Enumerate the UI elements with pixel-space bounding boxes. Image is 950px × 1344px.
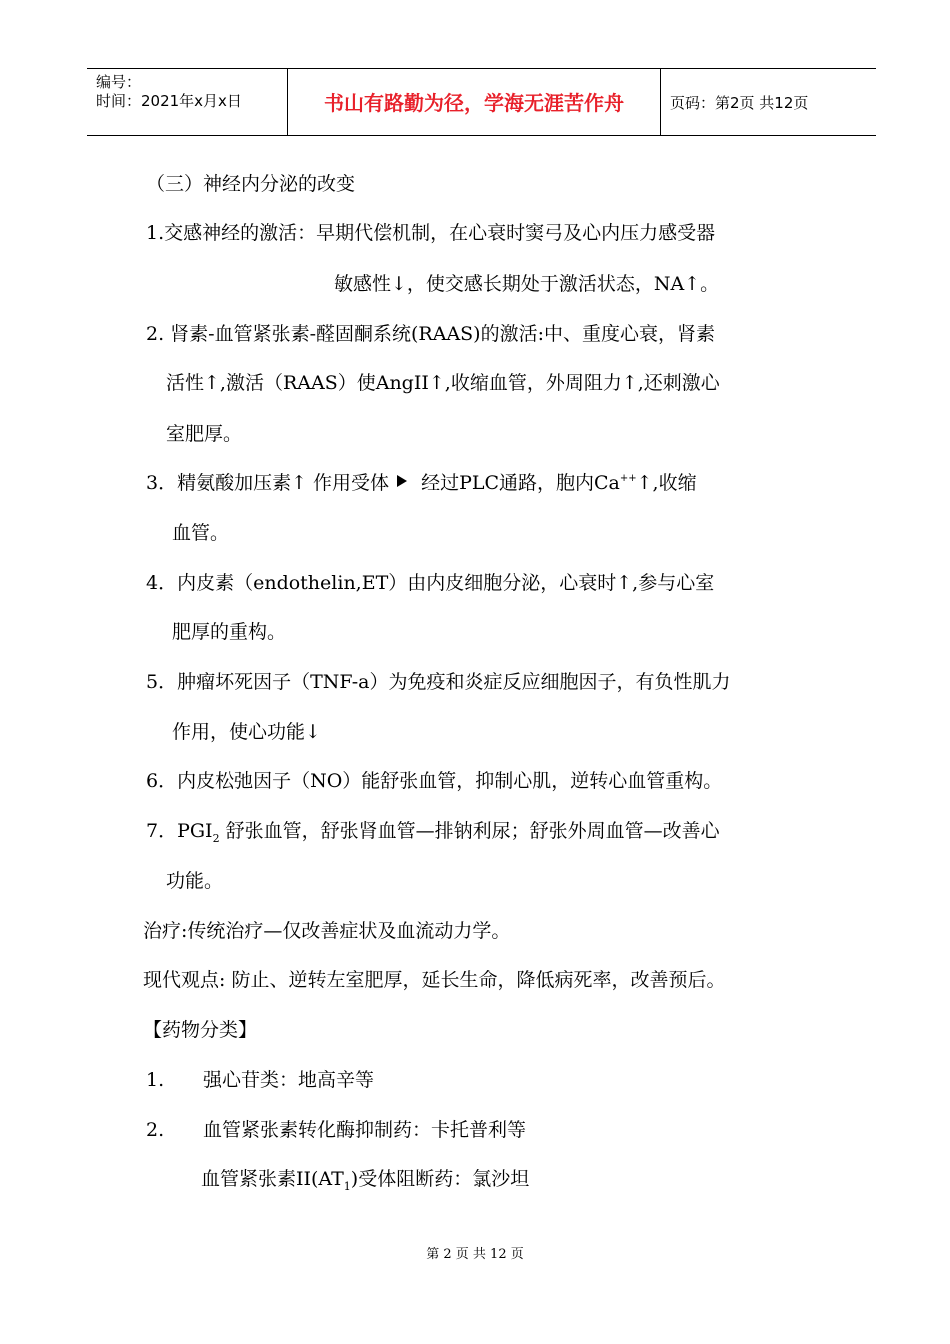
item-5-line-2: 作用，使心功能↓ [172,721,321,743]
arrow-right-icon [397,475,407,487]
header-motto: 书山有路勤为径，学海无涯苦作舟 [324,91,624,115]
drug-2-text: 血管紧张素转化酶抑制药：卡托普利等 [203,1119,527,1141]
item-3-line-2: 血管。 [172,522,230,544]
treatment-line: 治疗:传统治疗—仅改善症状及血流动力学。 [143,920,511,942]
item-3-superscript: ++ [619,473,637,484]
item-1-line-1: 1.交感神经的激活：早期代偿机制，在心衰时窦弓及心内压力感受器 [146,222,716,244]
item-4-line-1: 4．内皮素（endothelin,ET）由内皮细胞分泌，心衰时↑,参与心室 [146,572,715,594]
drug-1-text: 强心苷类：地高辛等 [203,1069,375,1091]
item-3-text-a: 3．精氨酸加压素↑ 作用受体 [146,472,390,494]
item-7-line-1 [146,817,720,845]
item-6: 6．内皮松弛因子（NO）能舒张血管，抑制心肌，逆转心血管重构。 [146,770,723,792]
item-7-text-a: 7．PGI [146,820,213,842]
item-3-text-b: 经过PLC通路，胞内Ca [421,472,620,494]
item-2-line-1: 2. 肾素-血管紧张素-醛固酮系统(RAAS)的激活:中、重度心衰，肾素 [146,323,715,345]
drug-1-number: 1. [146,1069,165,1091]
page-label: 页码：第2页 共12页 [670,94,809,112]
number-label: 编号： [96,73,142,91]
item-2-line-3: 室肥厚。 [166,423,243,445]
item-7-subscript: 2 [212,832,220,845]
item-3-text-c: ↑,收缩 [636,472,697,494]
item-5-line-1: 5．肿瘤坏死因子（TNF-a）为免疫和炎症反应细胞因子，有负性肌力 [146,671,731,693]
time-label: 时间：2021年x月x日 [96,92,242,110]
item-3-line-1 [146,469,697,497]
drug-3-text-a: 血管紧张素II(AT [201,1168,344,1190]
drug-2-number: 2. [146,1119,165,1141]
modern-view-line: 现代观点: 防止、逆转左室肥厚，延长生命，降低病死率，改善预后。 [143,969,726,991]
item-2-line-2: 活性↑,激活（RAAS）使AngII↑,收缩血管，外周阻力↑,还刺激心 [166,372,720,394]
page-footer: 第 2 页 共 12 页 [426,1247,524,1262]
item-7-line-2: 功能。 [166,870,224,892]
item-1-line-2: 敏感性↓，使交感长期处于激活状态，NA↑。 [334,273,720,295]
drug-3-text-b: )受体阻断药：氯沙坦 [350,1168,530,1190]
drug-3-subscript: 1 [343,1180,351,1193]
item-7-text-b: 舒张血管，舒张肾血管—排钠利尿；舒张外周血管—改善心 [219,820,720,842]
drug-3-line [201,1165,529,1193]
section-title: （三）神经内分泌的改变 [146,173,356,195]
drug-heading: 【药物分类】 [143,1019,258,1041]
item-4-line-2: 肥厚的重构。 [172,621,287,643]
page-header [87,68,876,136]
